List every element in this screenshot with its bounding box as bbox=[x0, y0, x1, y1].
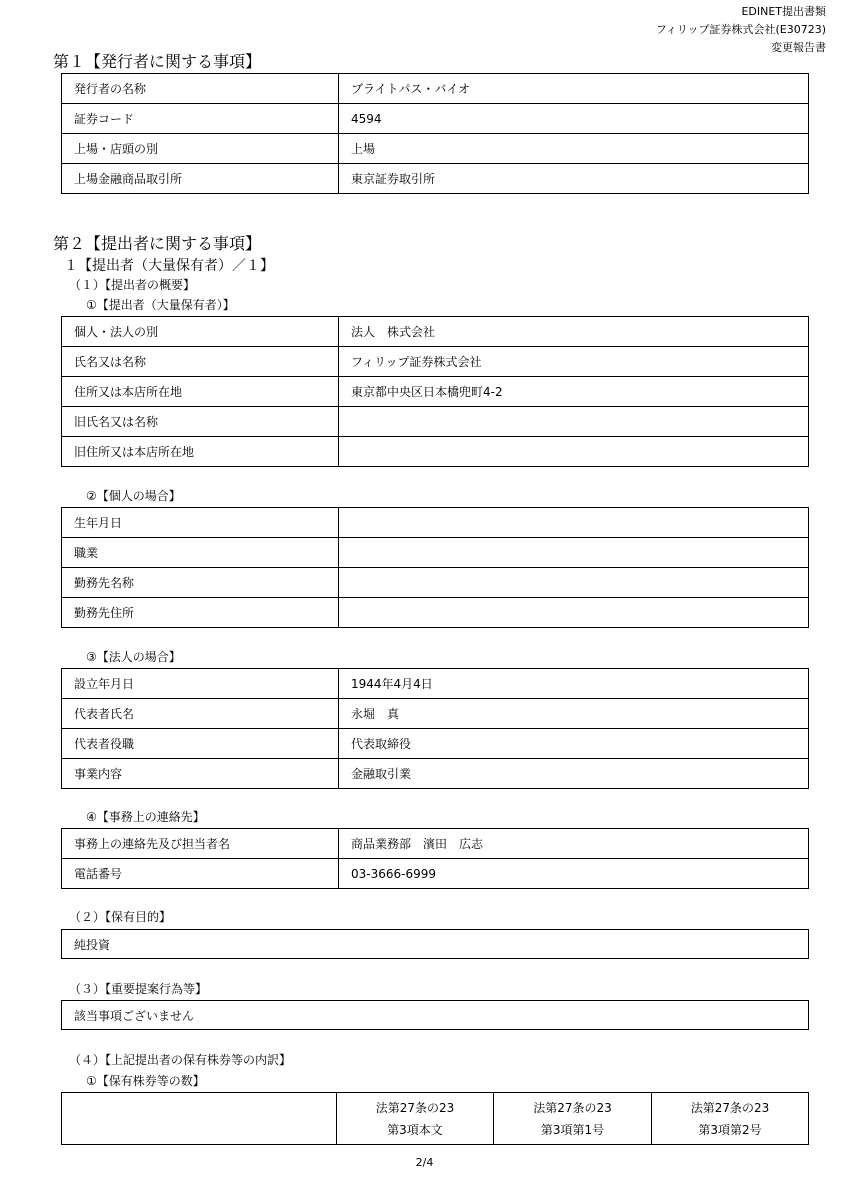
breakdown-title: （４）【上記提出者の保有株券等の内訳】 bbox=[69, 1053, 292, 1067]
established-label: 設立年月日 bbox=[62, 669, 339, 699]
employer-address-label: 勤務先住所 bbox=[62, 598, 339, 628]
table-row bbox=[62, 568, 809, 598]
table-row bbox=[62, 134, 809, 164]
employer-label: 勤務先名称 bbox=[62, 568, 339, 598]
holdings-empty-header bbox=[62, 1093, 337, 1145]
established-value: 1944年4月4日 bbox=[339, 669, 809, 699]
holdings-title: ①【保有株券等の数】 bbox=[86, 1074, 205, 1088]
table-row bbox=[62, 317, 809, 347]
purpose-value: 純投資 bbox=[61, 929, 809, 959]
col-3-line-1: 法第27条の23 bbox=[690, 1100, 770, 1115]
listing-type-value: 上場 bbox=[339, 134, 809, 164]
name-label: 氏名又は名称 bbox=[62, 347, 339, 377]
holdings-col-1 bbox=[337, 1093, 494, 1145]
table-row bbox=[62, 598, 809, 628]
header-line-3: 変更報告書 bbox=[771, 41, 826, 54]
table-row bbox=[62, 669, 809, 699]
birthdate-value bbox=[339, 508, 809, 538]
table-row bbox=[62, 407, 809, 437]
submitter-subtitle: １【提出者（大量保有者）／１】 bbox=[64, 258, 274, 274]
col-1-line-2: 第3項本文 bbox=[387, 1122, 443, 1137]
table-row bbox=[62, 437, 809, 467]
submitter-title: ①【提出者（大量保有者）】 bbox=[86, 298, 235, 312]
header-line-2: フィリップ証券株式会社(E30723) bbox=[655, 23, 826, 36]
col-2-line-1: 法第27条の23 bbox=[533, 1100, 612, 1115]
holdings-table bbox=[61, 1092, 809, 1145]
listing-type-label: 上場・店頭の別 bbox=[62, 134, 339, 164]
section1-title: 第１【発行者に関する事項】 bbox=[53, 52, 262, 71]
issuer-table bbox=[61, 73, 809, 194]
overview-title: （１）【提出者の概要】 bbox=[69, 278, 196, 292]
col-2-line-2: 第3項第1号 bbox=[540, 1122, 605, 1137]
address-label: 住所又は本店所在地 bbox=[62, 377, 339, 407]
table-row bbox=[62, 699, 809, 729]
submitter-table bbox=[61, 316, 809, 467]
purpose-title: （２）【保有目的】 bbox=[69, 910, 172, 924]
entity-type-label: 個人・法人の別 bbox=[62, 317, 339, 347]
employer-address-value bbox=[339, 598, 809, 628]
phone-value: 03-3666-6999 bbox=[339, 859, 809, 889]
occupation-value bbox=[339, 538, 809, 568]
page-number: 2/4 bbox=[415, 1156, 434, 1169]
table-row bbox=[62, 859, 809, 889]
table-row bbox=[62, 347, 809, 377]
employer-value bbox=[339, 568, 809, 598]
corporation-table bbox=[61, 668, 809, 789]
holdings-col-3 bbox=[652, 1093, 809, 1145]
occupation-label: 職業 bbox=[62, 538, 339, 568]
table-row bbox=[62, 104, 809, 134]
representative-title-label: 代表者役職 bbox=[62, 729, 339, 759]
contact-person-label: 事務上の連絡先及び担当者名 bbox=[62, 829, 339, 859]
corporation-title: ③【法人の場合】 bbox=[86, 650, 181, 664]
table-row bbox=[62, 1093, 809, 1145]
birthdate-label: 生年月日 bbox=[62, 508, 339, 538]
proposal-title: （３）【重要提案行為等】 bbox=[69, 982, 208, 996]
holdings-col-2 bbox=[494, 1093, 652, 1145]
proposal-value: 該当事項ございません bbox=[61, 1000, 809, 1030]
table-row bbox=[62, 829, 809, 859]
securities-code-label: 証券コード bbox=[62, 104, 339, 134]
contact-table bbox=[61, 828, 809, 889]
table-row bbox=[62, 729, 809, 759]
contact-person-value: 商品業務部 濱田 広志 bbox=[339, 829, 809, 859]
issuer-name-label: 発行者の名称 bbox=[62, 74, 339, 104]
address-value: 東京都中央区日本橋兜町4-2 bbox=[339, 377, 809, 407]
former-address-label: 旧住所又は本店所在地 bbox=[62, 437, 339, 467]
header-line-1: EDINET提出書類 bbox=[741, 5, 826, 18]
phone-label: 電話番号 bbox=[62, 859, 339, 889]
business-value: 金融取引業 bbox=[339, 759, 809, 789]
table-row bbox=[62, 508, 809, 538]
securities-code-value: 4594 bbox=[339, 104, 809, 134]
representative-label: 代表者氏名 bbox=[62, 699, 339, 729]
doc-header bbox=[656, 3, 826, 57]
table-row bbox=[62, 164, 809, 194]
former-name-label: 旧氏名又は名称 bbox=[62, 407, 339, 437]
exchange-label: 上場金融商品取引所 bbox=[62, 164, 339, 194]
table-row bbox=[62, 74, 809, 104]
name-value: フィリップ証券株式会社 bbox=[339, 347, 809, 377]
table-row bbox=[62, 538, 809, 568]
section2-title: 第２【提出者に関する事項】 bbox=[53, 234, 262, 253]
table-row bbox=[62, 377, 809, 407]
col-3-line-2: 第3項第2号 bbox=[698, 1122, 762, 1137]
business-label: 事業内容 bbox=[62, 759, 339, 789]
former-address-value bbox=[339, 437, 809, 467]
table-row bbox=[62, 759, 809, 789]
issuer-name-value: ブライトパス・バイオ bbox=[339, 74, 809, 104]
former-name-value bbox=[339, 407, 809, 437]
col-1-line-1: 法第27条の23 bbox=[375, 1100, 455, 1115]
individual-title: ②【個人の場合】 bbox=[86, 489, 181, 503]
contact-title: ④【事務上の連絡先】 bbox=[86, 810, 205, 824]
entity-type-value: 法人 株式会社 bbox=[339, 317, 809, 347]
representative-value: 永堀 真 bbox=[339, 699, 809, 729]
exchange-value: 東京証券取引所 bbox=[339, 164, 809, 194]
individual-table bbox=[61, 507, 809, 628]
representative-title-value: 代表取締役 bbox=[339, 729, 809, 759]
